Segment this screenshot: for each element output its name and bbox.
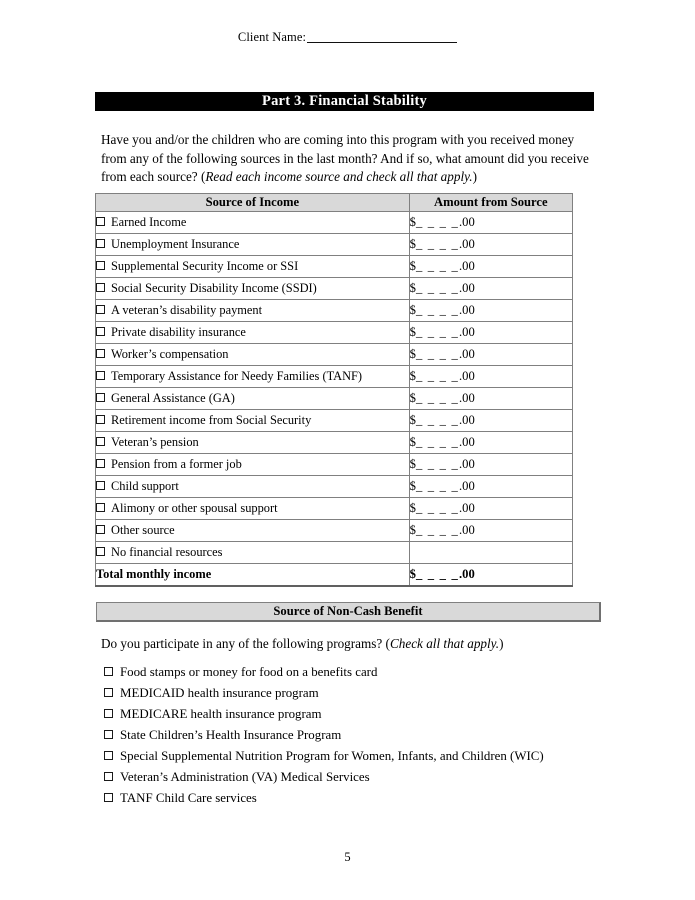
- income-source-cell: [96, 498, 410, 520]
- income-source-cell: [96, 542, 410, 564]
- noncash-question: [101, 635, 601, 653]
- amount-input-cell[interactable]: $_ _ _ _.00: [409, 432, 572, 454]
- table-row: [96, 476, 573, 498]
- income-source-label: Private disability insurance: [111, 325, 246, 339]
- noncash-question-text: Do you participate in any of the following programs? (: [101, 636, 390, 651]
- noncash-question-close: ): [499, 636, 504, 651]
- part-banner: Part 3. Financial Stability: [95, 92, 594, 111]
- income-source-label: Unemployment Insurance: [111, 237, 240, 251]
- table-row: [96, 410, 573, 432]
- income-source-label: Total monthly income: [96, 567, 212, 581]
- checkbox-icon[interactable]: [96, 305, 105, 314]
- table-row: [96, 564, 573, 587]
- amount-input-cell[interactable]: $_ _ _ _.00: [409, 300, 572, 322]
- checkbox-icon[interactable]: [104, 751, 113, 760]
- checkbox-icon[interactable]: [96, 261, 105, 270]
- table-row: [96, 432, 573, 454]
- amount-input-cell[interactable]: $_ _ _ _.00: [409, 212, 572, 234]
- amount-input-cell[interactable]: $_ _ _ _.00: [409, 410, 572, 432]
- noncash-benefit-header: Source of Non-Cash Benefit: [96, 602, 601, 622]
- column-header-amount: Amount from Source: [409, 194, 572, 212]
- income-source-cell: [96, 388, 410, 410]
- client-name-label: Client Name:: [237, 30, 307, 44]
- checkbox-icon[interactable]: [96, 547, 105, 556]
- income-source-cell: [96, 432, 410, 454]
- income-source-label: General Assistance (GA): [111, 391, 235, 405]
- amount-input-cell[interactable]: $_ _ _ _.00: [409, 388, 572, 410]
- table-row: [96, 322, 573, 344]
- income-source-cell: [96, 256, 410, 278]
- income-source-label: Other source: [111, 523, 175, 537]
- income-source-label: Worker’s compensation: [111, 347, 229, 361]
- income-source-label: Alimony or other spousal support: [111, 501, 278, 515]
- table-row: [96, 212, 573, 234]
- list-item[interactable]: [104, 683, 604, 704]
- amount-input-cell[interactable]: $_ _ _ _.00: [409, 454, 572, 476]
- benefit-checkbox-list: [104, 662, 604, 809]
- income-source-cell: [96, 278, 410, 300]
- checkbox-icon[interactable]: [96, 283, 105, 292]
- table-row: [96, 520, 573, 542]
- income-source-cell: [96, 410, 410, 432]
- income-source-label: Social Security Disability Income (SSDI): [111, 281, 317, 295]
- table-header-row: [96, 194, 573, 212]
- list-item[interactable]: [104, 662, 604, 683]
- table-row: [96, 542, 573, 564]
- income-table-body: [96, 212, 573, 587]
- total-label-cell: [96, 564, 410, 587]
- benefit-label: Veteran’s Administration (VA) Medical Services: [120, 770, 370, 784]
- income-source-label: Pension from a former job: [111, 457, 242, 471]
- checkbox-icon[interactable]: [96, 327, 105, 336]
- table-row: [96, 366, 573, 388]
- client-name-line: [0, 30, 695, 45]
- checkbox-icon[interactable]: [96, 437, 105, 446]
- income-source-cell: [96, 520, 410, 542]
- income-source-cell: [96, 454, 410, 476]
- table-row: [96, 278, 573, 300]
- intro-paragraph: [101, 131, 595, 187]
- checkbox-icon[interactable]: [96, 239, 105, 248]
- income-source-label: A veteran’s disability payment: [111, 303, 263, 317]
- list-item[interactable]: [104, 725, 604, 746]
- list-item[interactable]: [104, 746, 604, 767]
- checkbox-icon[interactable]: [96, 349, 105, 358]
- amount-input-cell[interactable]: $_ _ _ _.00: [409, 344, 572, 366]
- table-row: [96, 300, 573, 322]
- column-header-source: Source of Income: [96, 194, 410, 212]
- benefit-label: State Children’s Health Insurance Program: [120, 728, 342, 742]
- checkbox-icon[interactable]: [104, 688, 113, 697]
- income-source-cell: [96, 366, 410, 388]
- amount-input-cell[interactable]: $_ _ _ _.00: [409, 476, 572, 498]
- benefit-label: Food stamps or money for food on a benefits card: [120, 665, 378, 679]
- income-source-label: Retirement income from Social Security: [111, 413, 312, 427]
- intro-text: Have you and/or the children who are coming into this program with you received money from any of the following sources in the last month? And if so, what amount did you receive from each source? (: [101, 132, 589, 185]
- checkbox-icon[interactable]: [96, 459, 105, 468]
- amount-input-cell[interactable]: $_ _ _ _.00: [409, 234, 572, 256]
- table-row: [96, 256, 573, 278]
- amount-input-cell: [409, 542, 572, 564]
- checkbox-icon[interactable]: [96, 415, 105, 424]
- page-number: 5: [344, 850, 351, 864]
- amount-input-cell[interactable]: $_ _ _ _.00: [409, 564, 572, 587]
- list-item[interactable]: [104, 788, 604, 809]
- checkbox-icon[interactable]: [96, 393, 105, 402]
- benefit-label: MEDICARE health insurance program: [120, 707, 322, 721]
- table-row: [96, 498, 573, 520]
- client-name-input[interactable]: [307, 31, 457, 43]
- checkbox-icon[interactable]: [104, 709, 113, 718]
- income-source-label: Supplemental Security Income or SSI: [111, 259, 299, 273]
- amount-input-cell[interactable]: $_ _ _ _.00: [409, 278, 572, 300]
- amount-input-cell[interactable]: $_ _ _ _.00: [409, 366, 572, 388]
- income-table: [95, 193, 573, 587]
- benefit-label: TANF Child Care services: [120, 791, 257, 805]
- income-source-label: Child support: [111, 479, 179, 493]
- checkbox-icon[interactable]: [104, 730, 113, 739]
- income-source-cell: [96, 322, 410, 344]
- income-source-cell: [96, 344, 410, 366]
- income-table-header: [96, 194, 573, 212]
- income-source-label: Earned Income: [111, 215, 187, 229]
- benefit-label: Special Supplemental Nutrition Program for Women, Infants, and Children (WIC): [120, 749, 544, 763]
- checkbox-icon[interactable]: [96, 481, 105, 490]
- list-item[interactable]: [104, 704, 604, 725]
- amount-input-cell[interactable]: $_ _ _ _.00: [409, 322, 572, 344]
- checkbox-icon[interactable]: [104, 772, 113, 781]
- table-row: [96, 388, 573, 410]
- income-source-label: Veteran’s pension: [111, 435, 199, 449]
- table-row: [96, 234, 573, 256]
- table-row: [96, 454, 573, 476]
- benefit-label: MEDICAID health insurance program: [120, 686, 319, 700]
- checkbox-icon[interactable]: [104, 667, 113, 676]
- checkbox-icon[interactable]: [96, 371, 105, 380]
- amount-input-cell[interactable]: $_ _ _ _.00: [409, 520, 572, 542]
- checkbox-icon[interactable]: [96, 503, 105, 512]
- amount-input-cell[interactable]: $_ _ _ _.00: [409, 256, 572, 278]
- income-source-label: No financial resources: [111, 545, 223, 559]
- income-source-cell: [96, 212, 410, 234]
- income-source-cell: [96, 476, 410, 498]
- table-row: [96, 344, 573, 366]
- income-source-cell: [96, 300, 410, 322]
- income-source-label: Temporary Assistance for Needy Families (TANF): [111, 369, 363, 383]
- checkbox-icon[interactable]: [96, 525, 105, 534]
- income-source-cell: [96, 234, 410, 256]
- checkbox-icon[interactable]: [96, 217, 105, 226]
- noncash-question-instruction: Check all that apply.: [389, 636, 500, 651]
- checkbox-icon[interactable]: [104, 793, 113, 802]
- list-item[interactable]: [104, 767, 604, 788]
- amount-input-cell[interactable]: $_ _ _ _.00: [409, 498, 572, 520]
- intro-text-close: ): [472, 169, 477, 185]
- intro-instruction: Read each income source and check all that apply.: [205, 169, 473, 185]
